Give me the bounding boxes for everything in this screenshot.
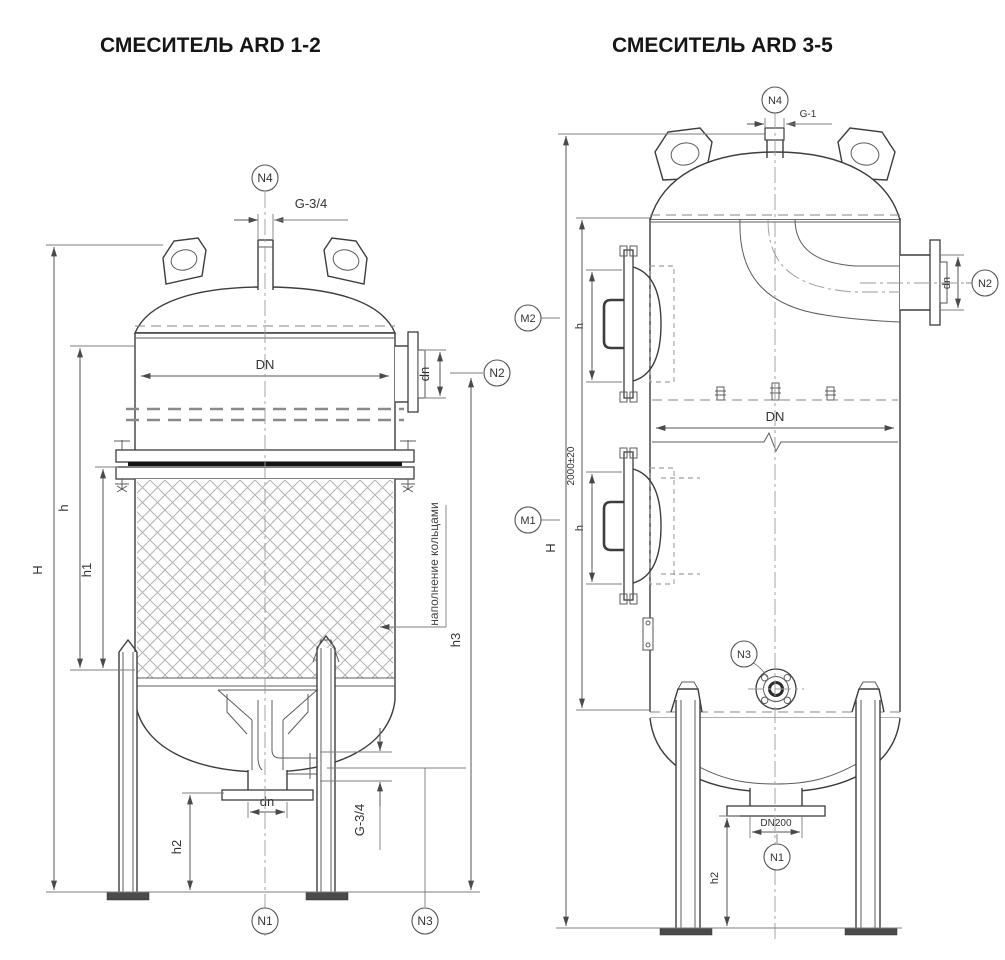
left-packing-note: наполнение кольцами <box>427 502 441 626</box>
left-dim-side-nozzle: dn <box>417 366 432 382</box>
svg-text:N1: N1 <box>257 914 273 928</box>
svg-text:N3: N3 <box>736 649 752 661</box>
callout-n1 <box>252 908 278 934</box>
callout-n3 <box>731 641 757 667</box>
right-dim-manhole-upper: h <box>574 322 586 330</box>
right-dim-top-thread: G-1 <box>799 109 817 120</box>
svg-text:M1: M1 <box>520 515 536 527</box>
right-dim-bottom-nozzle: DN200 <box>760 818 792 829</box>
left-dim-body-diameter: DN <box>255 357 275 372</box>
right-dim-body-diameter: DN <box>765 409 785 424</box>
left-dim-overall-height: H <box>30 565 45 575</box>
right-dim-overall-height: H <box>543 543 558 553</box>
left-dim-bottom-clearance: h2 <box>169 839 184 855</box>
left-dim-top-thread: G-3/4 <box>294 196 328 211</box>
right-dim-side-nozzle: dn <box>941 276 953 290</box>
right-dim-bottom-clearance: h2 <box>709 871 721 885</box>
callout-m2 <box>515 305 541 331</box>
svg-text:N4: N4 <box>257 171 273 185</box>
right-title: СМЕСИТЕЛЬ ARD 3-5 <box>612 34 833 57</box>
svg-text:N2: N2 <box>489 366 505 380</box>
left-dim-outlet-height: h3 <box>448 632 463 648</box>
left-dim-bed-height: h <box>56 504 71 512</box>
callout-n4 <box>252 165 278 191</box>
svg-text:N1: N1 <box>769 852 785 864</box>
callout-m1 <box>515 507 541 533</box>
callout-n2 <box>972 270 998 296</box>
right-vessel-body <box>643 152 900 712</box>
callout-n2 <box>484 360 510 386</box>
callout-n4 <box>762 87 788 113</box>
left-dim-bottom-nozzle: dn <box>259 794 275 809</box>
right-dim-manhole-lower: h <box>574 524 586 532</box>
callout-n3 <box>412 908 438 934</box>
left-dim-packing-height: h1 <box>79 562 94 578</box>
left-dim-side-outlet-thread: G-3/4 <box>352 803 367 837</box>
right-dim-shell-height: 2000±20 <box>566 446 577 486</box>
left-top-nozzle <box>258 240 273 290</box>
right-wall-bracket <box>643 618 653 650</box>
svg-text:N3: N3 <box>417 914 433 928</box>
callout-n1 <box>764 844 790 870</box>
svg-text:N2: N2 <box>977 278 993 290</box>
svg-text:N4: N4 <box>767 95 783 107</box>
svg-text:M2: M2 <box>520 313 536 325</box>
left-title: СМЕСИТЕЛЬ ARD 1-2 <box>100 34 321 57</box>
